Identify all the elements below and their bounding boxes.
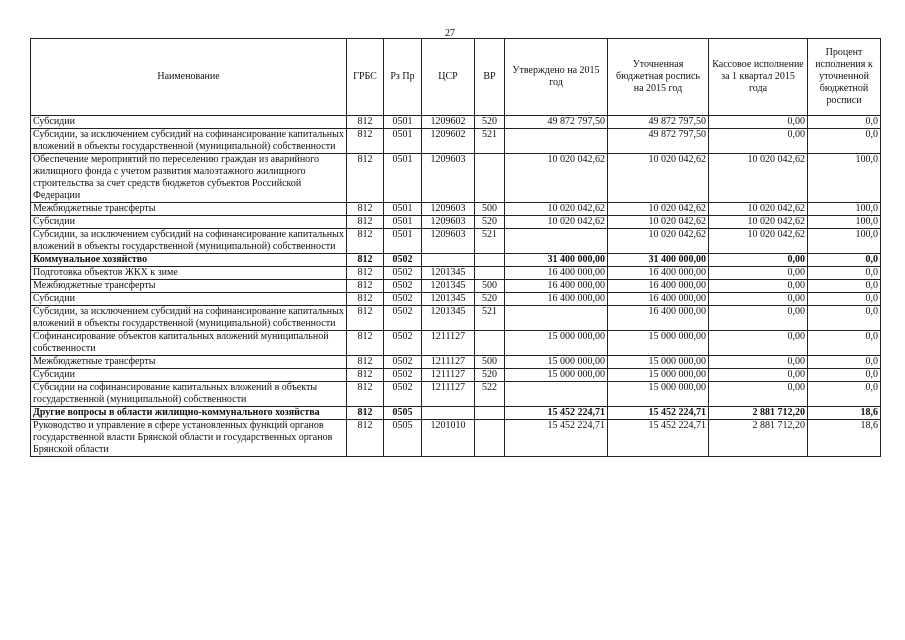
cell-name: Межбюджетные трансферты	[31, 356, 347, 369]
table-row	[31, 216, 881, 229]
table-row	[31, 116, 881, 129]
cell-rzpr: 0502	[384, 382, 422, 407]
cell-percent: 0,0	[808, 267, 881, 280]
cell-percent: 0,0	[808, 331, 881, 356]
cell-name: Межбюджетные трансферты	[31, 203, 347, 216]
cell-vr: 520	[475, 116, 505, 129]
cell-vr	[475, 420, 505, 457]
cell-grbs: 812	[347, 356, 384, 369]
cell-vr	[475, 331, 505, 356]
page-number: 27	[445, 28, 455, 39]
cell-csr: 1209603	[422, 203, 475, 216]
cell-csr: 1209602	[422, 129, 475, 154]
cell-approved: 16 400 000,00	[505, 293, 608, 306]
cell-rzpr: 0505	[384, 407, 422, 420]
cell-grbs: 812	[347, 116, 384, 129]
cell-cash: 0,00	[709, 116, 808, 129]
cell-refined: 15 000 000,00	[608, 331, 709, 356]
cell-rzpr: 0502	[384, 306, 422, 331]
cell-refined: 15 452 224,71	[608, 420, 709, 457]
budget-table	[30, 38, 881, 457]
cell-grbs: 812	[347, 203, 384, 216]
cell-csr: 1211127	[422, 356, 475, 369]
cell-approved: 10 020 042,62	[505, 216, 608, 229]
cell-csr	[422, 254, 475, 267]
cell-rzpr: 0502	[384, 331, 422, 356]
cell-refined: 10 020 042,62	[608, 216, 709, 229]
cell-vr: 500	[475, 203, 505, 216]
cell-grbs: 812	[347, 420, 384, 457]
cell-refined: 15 000 000,00	[608, 369, 709, 382]
col-header-approved: Утверждено на 2015 год	[505, 39, 608, 116]
cell-percent: 18,6	[808, 420, 881, 457]
cell-approved: 16 400 000,00	[505, 267, 608, 280]
cell-csr: 1209603	[422, 229, 475, 254]
cell-approved: 15 000 000,00	[505, 356, 608, 369]
cell-cash: 0,00	[709, 293, 808, 306]
cell-grbs: 812	[347, 369, 384, 382]
cell-refined: 16 400 000,00	[608, 267, 709, 280]
cell-refined: 49 872 797,50	[608, 116, 709, 129]
cell-approved: 10 020 042,62	[505, 203, 608, 216]
cell-rzpr: 0502	[384, 293, 422, 306]
cell-refined: 10 020 042,62	[608, 203, 709, 216]
cell-csr: 1209602	[422, 116, 475, 129]
cell-grbs: 812	[347, 229, 384, 254]
cell-cash: 2 881 712,20	[709, 420, 808, 457]
cell-grbs: 812	[347, 129, 384, 154]
cell-name: Субсидии, за исключением субсидий на софинансирование капитальных вложений в объекты государственной (муниципальной) собственности	[31, 129, 347, 154]
cell-rzpr: 0501	[384, 216, 422, 229]
cell-refined: 10 020 042,62	[608, 229, 709, 254]
cell-vr: 521	[475, 129, 505, 154]
cell-csr: 1201010	[422, 420, 475, 457]
cell-cash: 0,00	[709, 331, 808, 356]
cell-refined: 15 000 000,00	[608, 382, 709, 407]
cell-cash: 0,00	[709, 369, 808, 382]
cell-cash: 0,00	[709, 382, 808, 407]
table-row	[31, 267, 881, 280]
cell-name: Субсидии, за исключением субсидий на софинансирование капитальных вложений в объекты государственной (муниципальной) собственности	[31, 229, 347, 254]
cell-name: Субсидии	[31, 216, 347, 229]
cell-approved	[505, 306, 608, 331]
cell-percent: 0,0	[808, 369, 881, 382]
cell-csr	[422, 407, 475, 420]
col-header-name: Наименование	[31, 39, 347, 116]
cell-csr: 1201345	[422, 306, 475, 331]
cell-rzpr: 0502	[384, 280, 422, 293]
cell-vr: 500	[475, 280, 505, 293]
cell-name: Субсидии	[31, 369, 347, 382]
col-header-csr: ЦСР	[422, 39, 475, 116]
cell-grbs: 812	[347, 216, 384, 229]
cell-name: Коммунальное хозяйство	[31, 254, 347, 267]
cell-percent: 0,0	[808, 254, 881, 267]
cell-rzpr: 0501	[384, 116, 422, 129]
cell-approved	[505, 382, 608, 407]
cell-cash: 0,00	[709, 267, 808, 280]
table-row	[31, 420, 881, 457]
cell-rzpr: 0502	[384, 254, 422, 267]
cell-percent: 0,0	[808, 293, 881, 306]
cell-approved: 15 000 000,00	[505, 331, 608, 356]
col-header-rzpr: Рз Пр	[384, 39, 422, 116]
cell-percent: 0,0	[808, 129, 881, 154]
cell-percent: 0,0	[808, 356, 881, 369]
cell-name: Субсидии	[31, 116, 347, 129]
cell-grbs: 812	[347, 254, 384, 267]
cell-vr: 522	[475, 382, 505, 407]
cell-csr: 1211127	[422, 331, 475, 356]
table-row	[31, 203, 881, 216]
cell-vr: 521	[475, 229, 505, 254]
cell-grbs: 812	[347, 382, 384, 407]
cell-csr: 1211127	[422, 382, 475, 407]
table-row	[31, 356, 881, 369]
cell-vr	[475, 154, 505, 203]
cell-vr: 520	[475, 293, 505, 306]
cell-rzpr: 0501	[384, 129, 422, 154]
table-row	[31, 293, 881, 306]
cell-vr	[475, 267, 505, 280]
table-row	[31, 154, 881, 203]
cell-approved: 16 400 000,00	[505, 280, 608, 293]
table-row	[31, 382, 881, 407]
cell-grbs: 812	[347, 407, 384, 420]
cell-percent: 0,0	[808, 280, 881, 293]
cell-refined: 31 400 000,00	[608, 254, 709, 267]
cell-vr: 521	[475, 306, 505, 331]
col-header-vr: ВР	[475, 39, 505, 116]
cell-name: Субсидии на софинансирование капитальных вложений в объекты государственной (муниципальной) собственности	[31, 382, 347, 407]
cell-cash: 0,00	[709, 356, 808, 369]
cell-csr: 1201345	[422, 267, 475, 280]
cell-grbs: 812	[347, 293, 384, 306]
cell-percent: 0,0	[808, 306, 881, 331]
table-row	[31, 369, 881, 382]
cell-grbs: 812	[347, 154, 384, 203]
cell-cash: 0,00	[709, 306, 808, 331]
cell-vr: 520	[475, 369, 505, 382]
cell-rzpr: 0501	[384, 229, 422, 254]
cell-grbs: 812	[347, 280, 384, 293]
cell-percent: 0,0	[808, 382, 881, 407]
cell-name: Обеспечение мероприятий по переселению граждан из аварийного жилищного фонда с учетом развития малоэтажного жилищного строительства за счет средств бюджетов субъектов Российской Федерации	[31, 154, 347, 203]
cell-csr: 1201345	[422, 293, 475, 306]
cell-refined: 16 400 000,00	[608, 306, 709, 331]
cell-name: Субсидии, за исключением субсидий на софинансирование капитальных вложений в объекты государственной (муниципальной) собственности	[31, 306, 347, 331]
table-row	[31, 331, 881, 356]
table-row	[31, 306, 881, 331]
cell-cash: 0,00	[709, 280, 808, 293]
cell-cash: 10 020 042,62	[709, 229, 808, 254]
cell-approved: 15 452 224,71	[505, 407, 608, 420]
cell-percent: 100,0	[808, 216, 881, 229]
col-header-refined: Уточненная бюджетная роспись на 2015 год	[608, 39, 709, 116]
cell-percent: 0,0	[808, 116, 881, 129]
col-header-grbs: ГРБС	[347, 39, 384, 116]
cell-name: Субсидии	[31, 293, 347, 306]
cell-cash: 2 881 712,20	[709, 407, 808, 420]
cell-name: Подготовка объектов ЖКХ к зиме	[31, 267, 347, 280]
cell-approved: 49 872 797,50	[505, 116, 608, 129]
cell-grbs: 812	[347, 331, 384, 356]
cell-percent: 18,6	[808, 407, 881, 420]
cell-refined: 15 452 224,71	[608, 407, 709, 420]
cell-name: Руководство и управление в сфере установленных функций органов государственной власти Брянской области и государственных органов Брянской области	[31, 420, 347, 457]
table-row	[31, 254, 881, 267]
cell-rzpr: 0501	[384, 154, 422, 203]
cell-rzpr: 0501	[384, 203, 422, 216]
cell-percent: 100,0	[808, 203, 881, 216]
cell-csr: 1211127	[422, 369, 475, 382]
cell-percent: 100,0	[808, 154, 881, 203]
cell-grbs: 812	[347, 267, 384, 280]
cell-rzpr: 0502	[384, 356, 422, 369]
cell-cash: 0,00	[709, 254, 808, 267]
cell-refined: 16 400 000,00	[608, 293, 709, 306]
cell-name: Другие вопросы в области жилищно-коммунального хозяйства	[31, 407, 347, 420]
cell-vr: 520	[475, 216, 505, 229]
cell-approved: 31 400 000,00	[505, 254, 608, 267]
cell-csr: 1201345	[422, 280, 475, 293]
cell-percent: 100,0	[808, 229, 881, 254]
cell-refined: 10 020 042,62	[608, 154, 709, 203]
cell-grbs: 812	[347, 306, 384, 331]
cell-cash: 10 020 042,62	[709, 203, 808, 216]
cell-csr: 1209603	[422, 154, 475, 203]
cell-vr	[475, 407, 505, 420]
cell-csr: 1209603	[422, 216, 475, 229]
col-header-cash: Кассовое исполнение за 1 квартал 2015 года	[709, 39, 808, 116]
cell-rzpr: 0502	[384, 267, 422, 280]
cell-approved: 15 000 000,00	[505, 369, 608, 382]
cell-vr: 500	[475, 356, 505, 369]
cell-approved: 10 020 042,62	[505, 154, 608, 203]
cell-approved: 15 452 224,71	[505, 420, 608, 457]
cell-cash: 10 020 042,62	[709, 216, 808, 229]
cell-vr	[475, 254, 505, 267]
cell-approved	[505, 129, 608, 154]
table-row	[31, 229, 881, 254]
cell-name: Софинансирование объектов капитальных вложений муниципальной собственности	[31, 331, 347, 356]
table-row	[31, 280, 881, 293]
cell-refined: 15 000 000,00	[608, 356, 709, 369]
table-row	[31, 129, 881, 154]
table-row	[31, 407, 881, 420]
cell-approved	[505, 229, 608, 254]
cell-cash: 0,00	[709, 129, 808, 154]
cell-cash: 10 020 042,62	[709, 154, 808, 203]
header-row	[31, 39, 881, 116]
col-header-percent: Процент исполнения к уточненной бюджетной росписи	[808, 39, 881, 116]
cell-rzpr: 0505	[384, 420, 422, 457]
cell-refined: 16 400 000,00	[608, 280, 709, 293]
cell-refined: 49 872 797,50	[608, 129, 709, 154]
cell-name: Межбюджетные трансферты	[31, 280, 347, 293]
cell-rzpr: 0502	[384, 369, 422, 382]
